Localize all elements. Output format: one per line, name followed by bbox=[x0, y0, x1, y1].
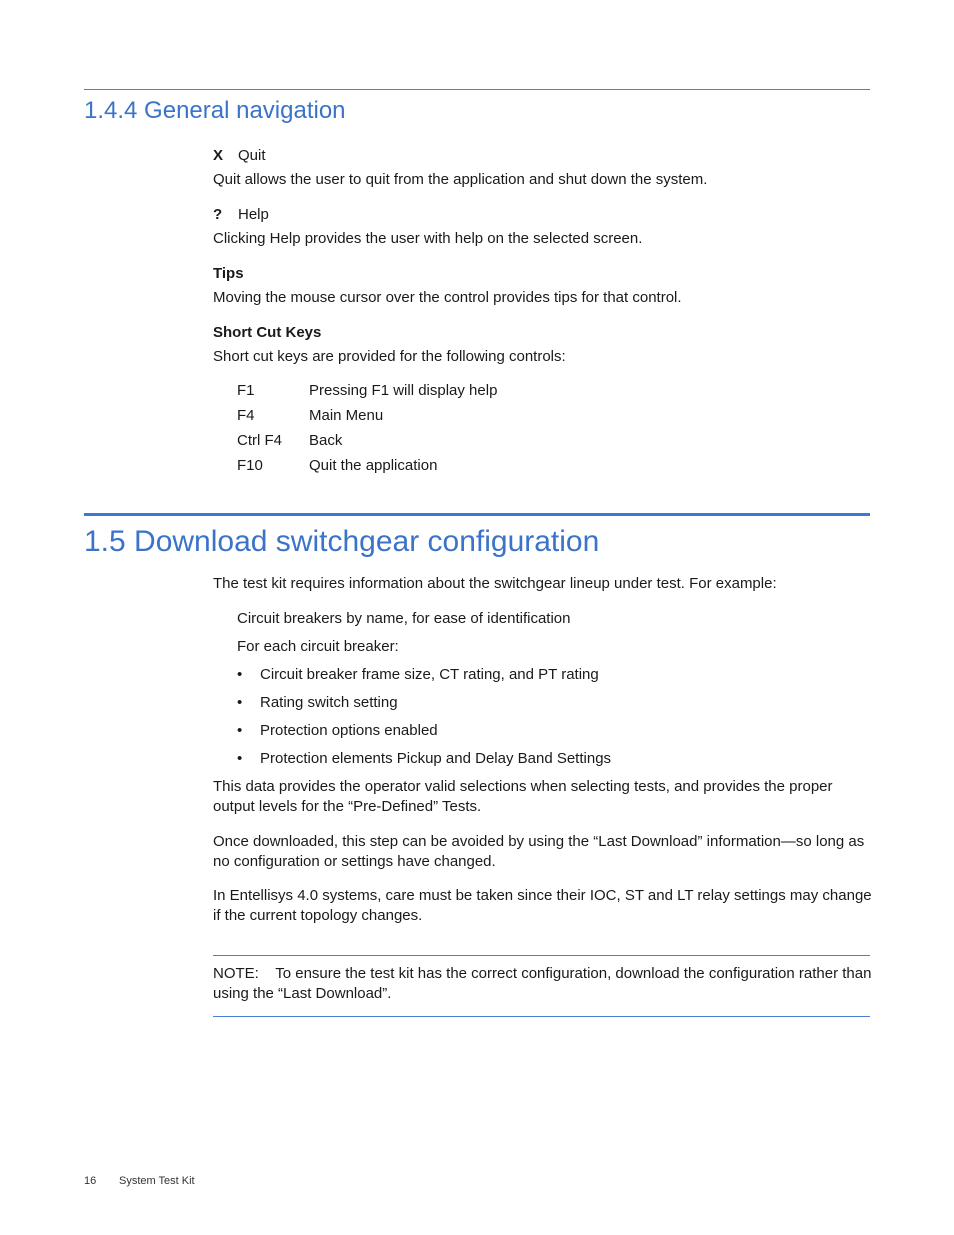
shortcut-key: F10 bbox=[237, 457, 263, 474]
footer-title: System Test Kit bbox=[119, 1175, 195, 1187]
help-description: Clicking Help provides the user with help on the selected screen. bbox=[213, 230, 643, 247]
list-item: For each circuit breaker: bbox=[237, 638, 399, 655]
page-number: 16 bbox=[84, 1175, 97, 1187]
section-heading-general-navigation: 1.4.4 General navigation bbox=[84, 97, 346, 124]
shortcut-keys-intro: Short cut keys are provided for the following controls: bbox=[213, 348, 566, 365]
shortcut-description: Back bbox=[309, 432, 343, 449]
note-rule-bottom bbox=[213, 1016, 870, 1017]
note-rule-top bbox=[213, 955, 870, 956]
bullet-item: Rating switch setting bbox=[260, 694, 398, 711]
quit-description: Quit allows the user to quit from the application and shut down the system. bbox=[213, 171, 708, 188]
tips-title: Tips bbox=[213, 265, 244, 282]
section-heading-download-configuration: 1.5 Download switchgear configuration bbox=[84, 525, 600, 558]
section-rule-major bbox=[84, 513, 870, 516]
list-item: Circuit breakers by name, for ease of identification bbox=[237, 610, 571, 627]
section-rule-top bbox=[84, 89, 870, 90]
bullet-icon: • bbox=[237, 722, 243, 739]
shortcut-description: Pressing F1 will display help bbox=[309, 382, 498, 399]
bullet-icon: • bbox=[237, 750, 243, 767]
bullet-item: Protection options enabled bbox=[260, 722, 438, 739]
help-label: Help bbox=[238, 206, 269, 223]
note-text: NOTE: To ensure the test kit has the correct configuration, download the configuration rather than using the “Last Download”. bbox=[213, 965, 872, 1002]
paragraph-data-selection: This data provides the operator valid selections when selecting tests, and provides the proper output levels for the “Pre-Defined” Tests. bbox=[213, 778, 833, 815]
shortcut-key: F4 bbox=[237, 407, 255, 424]
quit-label: Quit bbox=[238, 147, 266, 164]
shortcut-key: F1 bbox=[237, 382, 255, 399]
download-intro: The test kit requires information about the switchgear lineup under test. For example: bbox=[213, 575, 777, 592]
help-symbol: ? bbox=[213, 206, 223, 223]
bullet-item: Circuit breaker frame size, CT rating, and PT rating bbox=[260, 666, 599, 683]
quit-symbol: X bbox=[213, 147, 224, 164]
shortcut-key: Ctrl F4 bbox=[237, 432, 282, 449]
tips-description: Moving the mouse cursor over the control provides tips for that control. bbox=[213, 289, 682, 306]
shortcut-description: Quit the application bbox=[309, 457, 438, 474]
paragraph-last-download: Once downloaded, this step can be avoided by using the “Last Download” information—so long as no configuration or settings have changed. bbox=[213, 833, 865, 870]
bullet-item: Protection elements Pickup and Delay Band Settings bbox=[260, 750, 612, 767]
bullet-icon: • bbox=[237, 666, 243, 683]
bullet-icon: • bbox=[237, 694, 243, 711]
shortcut-keys-title: Short Cut Keys bbox=[213, 324, 322, 341]
shortcut-description: Main Menu bbox=[309, 407, 384, 424]
paragraph-entellisys: In Entellisys 4.0 systems, care must be taken since their IOC, ST and LT relay settings may change if the current topology changes. bbox=[213, 887, 872, 924]
